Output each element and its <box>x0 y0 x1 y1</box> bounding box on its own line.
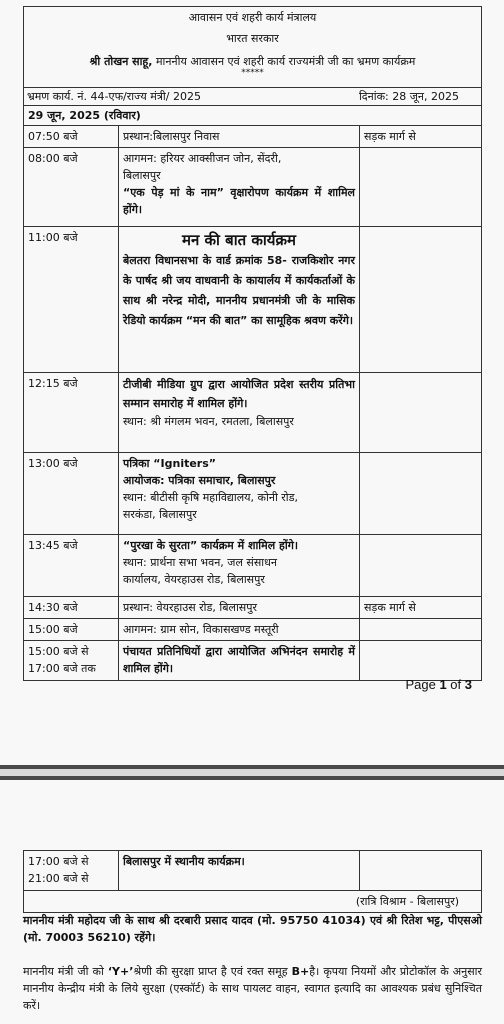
accompanying-staff-note: माननीय मंत्री महोदय जी के साथ श्री दरबारी प्रसाद यादव (मो. 95750 41034) एवं श्री रितेश भट्ट, पीएसओ (मो. 70003 56210) रहेंगे। <box>23 914 482 944</box>
travel-mode-cell <box>360 641 482 681</box>
event-bold-text: “पुरखा के सुरता” कार्यक्रम में शामिल होंगे। <box>123 539 299 552</box>
schedule-row <box>24 619 482 641</box>
schedule-row <box>24 148 482 227</box>
event-cell: आगमन: ग्राम सोन, विकासखण्ड मस्तूरी <box>119 619 360 641</box>
time-cell <box>24 851 119 891</box>
time-line: 17:00 बजे से <box>28 855 89 868</box>
event-line: स्थान: प्रार्थना सभा भवन, जल संसाधन <box>123 556 278 569</box>
event-cell <box>119 373 360 453</box>
schedule-row <box>24 641 482 681</box>
page-2 <box>0 780 504 1024</box>
total-pages: 3 <box>464 677 472 692</box>
time-line: 17:00 बजे तक <box>28 662 96 675</box>
night-stay: (रात्रि विश्राम - बिलासपुर) <box>24 891 482 913</box>
event-bold-text: “एक पेड़ मां के नाम” वृक्षारोपण कार्यक्रम में शामिल होंगे। <box>123 186 355 216</box>
event-cell <box>119 641 360 681</box>
event-line: बिलासपुर <box>123 169 161 182</box>
reference-number: भ्रमण कार्य. नं. 44-एफ/राज्य मंत्री/ 2025 <box>27 90 201 103</box>
travel-mode-cell: सड़क मार्ग से <box>360 597 482 619</box>
time-cell: 13:45 बजे <box>24 535 119 597</box>
event-cell: प्रस्थान: वेयरहाउस रोड, बिलासपुर <box>119 597 360 619</box>
event-location: स्थान: श्री मंगलम भवन, रमतला, बिलासपुर <box>123 415 294 428</box>
schedule-table <box>23 125 482 681</box>
government-title: भारत सरकार <box>226 32 279 45</box>
page-indicator <box>405 677 472 692</box>
document-date: दिनांक: 28 जून, 2025 <box>358 90 459 103</box>
event-cell <box>119 453 360 535</box>
event-line: स्थान: बीटीसी कृषि महाविद्यालय, कोनी रोड, <box>123 491 299 504</box>
security-text: है। कृपया नियमों और प्रोटोकॉल के अनुसार माननीय केन्द्रीय मंत्री के लिये सुरक्षा (एस्कॉर्ट) के साथ पायलट वाहन, स्वागत इत्यादि का आवश्यक प्रबंध सुनिश्चित करें। <box>23 965 482 1012</box>
current-page: 1 <box>439 677 447 692</box>
time-cell: 14:30 बजे <box>24 597 119 619</box>
travel-mode-cell <box>360 851 482 891</box>
schedule-row <box>24 227 482 373</box>
travel-mode-cell <box>360 453 482 535</box>
time-cell: 15:00 बजे <box>24 619 119 641</box>
event-line: सरकंडा, बिलासपुर <box>123 508 197 521</box>
security-category: ‘Y+’ <box>107 965 134 978</box>
event-line: आगमन: हरियर आक्सीजन जोन, सेंदरी, <box>123 152 282 165</box>
event-bold-text: टीजीबी मीडिया ग्रुप द्वारा आयोजित प्रदेश स्तरीय प्रतिभा सम्मान समारोह में शामिल होंगे। <box>123 378 355 410</box>
event-cell <box>119 227 360 373</box>
event-line: कार्यालय, वेयरहाउस रोड, बिलासपुर <box>123 573 265 586</box>
schedule-row <box>24 535 482 597</box>
event-cell <box>119 148 360 227</box>
travel-mode-cell <box>360 227 482 373</box>
schedule-row <box>24 126 482 148</box>
night-stay-row <box>24 891 482 913</box>
time-cell: 11:00 बजे <box>24 227 119 373</box>
page-label: Page <box>405 677 440 692</box>
stars-divider: ***** <box>241 68 264 78</box>
time-cell: 13:00 बजे <box>24 453 119 535</box>
day-heading: 29 जून, 2025 (रविवार) <box>28 109 141 122</box>
event-cell: बिलासपुर में स्थानीय कार्यक्रम। <box>119 851 360 891</box>
schedule-row <box>24 453 482 535</box>
schedule-row <box>24 597 482 619</box>
schedule-row <box>24 851 482 891</box>
security-text: श्रेणी की सुरक्षा प्राप्त है एवं रक्त समूह <box>133 965 292 978</box>
program-title: माननीय आवासन एवं शहरी कार्य राज्यमंत्री जी का भ्रमण कार्यक्रम <box>155 55 416 68</box>
event-cell <box>119 535 360 597</box>
travel-mode-cell <box>360 148 482 227</box>
program-heading <box>24 54 481 69</box>
event-bold-text: बेलतरा विधानसभा के वार्ड क्रमांक 58- राजकिशोर नगर के पार्षद श्री जय वाधवानी के कायार्लय में कार्यकर्ताओं के साथ श्री नरेन्द्र मोदी, माननीय प्रधानमंत्री जी के मासिक रेडियो कार्यक्रम “मन की बात” का सामूहिक श्रवण करेंगे। <box>123 254 355 327</box>
time-cell: 07:50 बजे <box>24 126 119 148</box>
time-cell: 12:15 बजे <box>24 373 119 453</box>
blood-group: B+ <box>291 965 310 978</box>
document-header <box>23 6 482 88</box>
ministry-title: आवासन एवं शहरी कार्य मंत्रालय <box>188 11 317 24</box>
time-cell <box>24 641 119 681</box>
event-cell: प्रस्थान:बिलासपुर निवास <box>119 126 360 148</box>
day-heading-row <box>23 106 482 126</box>
schedule-row <box>24 373 482 453</box>
page-gap <box>0 769 504 776</box>
event-bold-line: आयोजक: पत्रिका समाचार, बिलासपुर <box>123 474 276 487</box>
security-note <box>23 963 482 1014</box>
reference-row <box>23 88 482 106</box>
event-bold-line: पत्रिका “Igniters” <box>123 457 217 470</box>
time-line: 15:00 बजे से <box>28 645 89 658</box>
time-line: 21:00 बजे से <box>28 872 89 885</box>
travel-mode-cell <box>360 373 482 453</box>
page-of-label: of <box>446 677 465 692</box>
event-title: मन की बात कार्यक्रम <box>182 231 296 249</box>
time-cell: 08:00 बजे <box>24 148 119 227</box>
minister-name: श्री तोखन साहू, <box>89 55 153 68</box>
travel-mode-cell: सड़क मार्ग से <box>360 126 482 148</box>
schedule-table-continued <box>23 850 482 913</box>
page-separator <box>0 765 504 780</box>
travel-mode-cell <box>360 619 482 641</box>
security-text: माननीय मंत्री जी को <box>23 965 108 978</box>
event-bold-text: पंचायत प्रतिनिधियों द्वारा आयोजित अभिनंदन समारोह में शामिल होंगे। <box>123 645 355 675</box>
travel-mode-cell <box>360 535 482 597</box>
